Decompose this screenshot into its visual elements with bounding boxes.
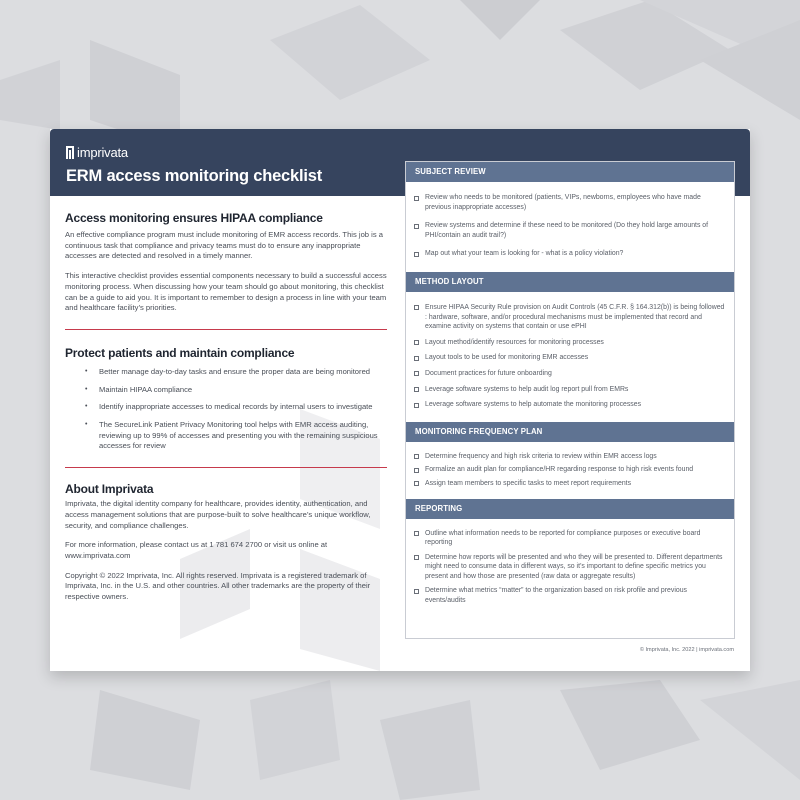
checklist-item[interactable]: Outline what information needs to be reported for compliance purposes or executive board reporting [414, 529, 728, 548]
checkbox-icon[interactable] [414, 305, 419, 310]
checklist-item[interactable]: Layout tools to be used for monitoring EMR accesses [414, 353, 728, 363]
checkbox-icon[interactable] [414, 403, 419, 408]
logo-mark-icon [66, 146, 74, 159]
section-header-subject-review: SUBJECT REVIEW [406, 162, 734, 182]
footer-text: © Imprivata, Inc. 2022 | imprivata.com [639, 647, 734, 653]
checklist-item[interactable]: Assign team members to specific tasks to meet report requirements [414, 479, 728, 489]
checklist-item[interactable]: Review systems and determine if these need to be monitored (Do they hold large amounts of PHI/contain an audit trail?) [414, 221, 728, 240]
divider [65, 467, 387, 468]
checkbox-icon[interactable] [414, 224, 419, 229]
section-header-reporting: REPORTING [406, 499, 734, 519]
checkbox-icon[interactable] [414, 196, 419, 201]
list-item: • Better manage day-to-day tasks and ensure the proper data are being monitored [85, 367, 387, 378]
checklist-item[interactable]: Ensure HIPAA Security Rule provision on Audit Controls (45 C.F.R. § 164.312(b)) is being followed : hardware, software, and/or procedural mechanisms must be implemented that record and examine activity on systems that contain or use ePHI [414, 303, 728, 332]
hipaa-paragraph-1: An effective compliance program must include monitoring of EMR access records. This job is a continuous task that compliance and privacy teams must do to ensure any inappropriate accesses are detected and resolved in a timely manner. [65, 230, 383, 261]
section-header-method-layout: METHOD LAYOUT [406, 272, 734, 292]
checklist-document [50, 129, 750, 671]
divider [65, 329, 387, 330]
hipaa-paragraph-2: This interactive checklist provides essential components necessary to build a successful access monitoring process. When discussing how your team should go about monitoring, this checklist can be a guide to aid you. It is important to remember to design a process in line with your team and healthcare facility’s priorities. [65, 271, 387, 313]
imprivata-logo [66, 145, 128, 160]
checklist-item[interactable]: Leverage software systems to help automate the monitoring processes [414, 400, 728, 410]
checklist-item[interactable]: Formalize an audit plan for compliance/HR regarding response to high risk events found [414, 465, 728, 475]
list-item: • Identify inappropriate accesses to medical records by internal users to investigate [85, 402, 387, 413]
about-paragraph: Imprivata, the digital identity company for healthcare, provides identity, authentication, and access management solutions that are purpose-built to solve healthcare’s unique workflow, security, and compliance challenges. [65, 499, 371, 530]
list-item: • Maintain HIPAA compliance [85, 385, 387, 396]
checklist-panel [405, 161, 735, 639]
section-heading-hipaa: Access monitoring ensures HIPAA compliance [65, 211, 323, 225]
list-item: • The SecureLink Patient Privacy Monitoring tool helps with EMR access auditing, reviewing up to 99% of accesses and presenting you with the remaining suspicious accesses for review [85, 420, 387, 452]
checkbox-icon[interactable] [414, 481, 419, 486]
checklist-item[interactable]: Determine how reports will be presented and who they will be presented to. Different departments might need to consume data in different ways, so it’s important to define specific metrics you present and how those are presented (raw data or aggregate results) [414, 553, 728, 582]
checklist-item[interactable]: Document practices for future onboarding [414, 369, 728, 379]
checkbox-icon[interactable] [414, 531, 419, 536]
checkbox-icon[interactable] [414, 589, 419, 594]
checkbox-icon[interactable] [414, 454, 419, 459]
checkbox-icon[interactable] [414, 371, 419, 376]
checkbox-icon[interactable] [414, 468, 419, 473]
copyright-paragraph: Copyright © 2022 Imprivata, Inc. All rights reserved. Imprivata is a registered trademark of Imprivata, Inc. in the U.S. and other countries. All other trademarks are the property of their respective owners. [65, 570, 371, 602]
checklist-item[interactable]: Map out what your team is looking for - what is a policy violation? [414, 249, 728, 259]
checklist-item[interactable]: Determine frequency and high risk criteria to review within EMR access logs [414, 452, 728, 462]
section-header-frequency-plan: MONITORING FREQUENCY PLAN [406, 422, 734, 442]
checkbox-icon[interactable] [414, 340, 419, 345]
logo-text: imprivata [77, 145, 128, 160]
contact-paragraph: For more information, please contact us at 1 781 674 2700 or visit us online at www.imprivata.com [65, 540, 328, 560]
checklist-item[interactable]: Review who needs to be monitored (patients, VIPs, newborns, employees who have made previous inappropriate accesses) [414, 193, 728, 212]
checkbox-icon[interactable] [414, 387, 419, 392]
benefits-list [85, 367, 387, 452]
checklist-item[interactable]: Layout method/identify resources for monitoring processes [414, 338, 728, 348]
checkbox-icon[interactable] [414, 555, 419, 560]
checklist-item[interactable]: Leverage software systems to help audit log report pull from EMRs [414, 385, 728, 395]
section-heading-protect: Protect patients and maintain compliance [65, 345, 295, 360]
checklist-item[interactable]: Determine what metrics “matter” to the organization based on risk profile and previous events/audits [414, 586, 728, 605]
checkbox-icon[interactable] [414, 356, 419, 361]
page-title: ERM access monitoring checklist [66, 167, 323, 185]
checkbox-icon[interactable] [414, 252, 419, 257]
section-heading-about: About Imprivata [65, 482, 154, 497]
